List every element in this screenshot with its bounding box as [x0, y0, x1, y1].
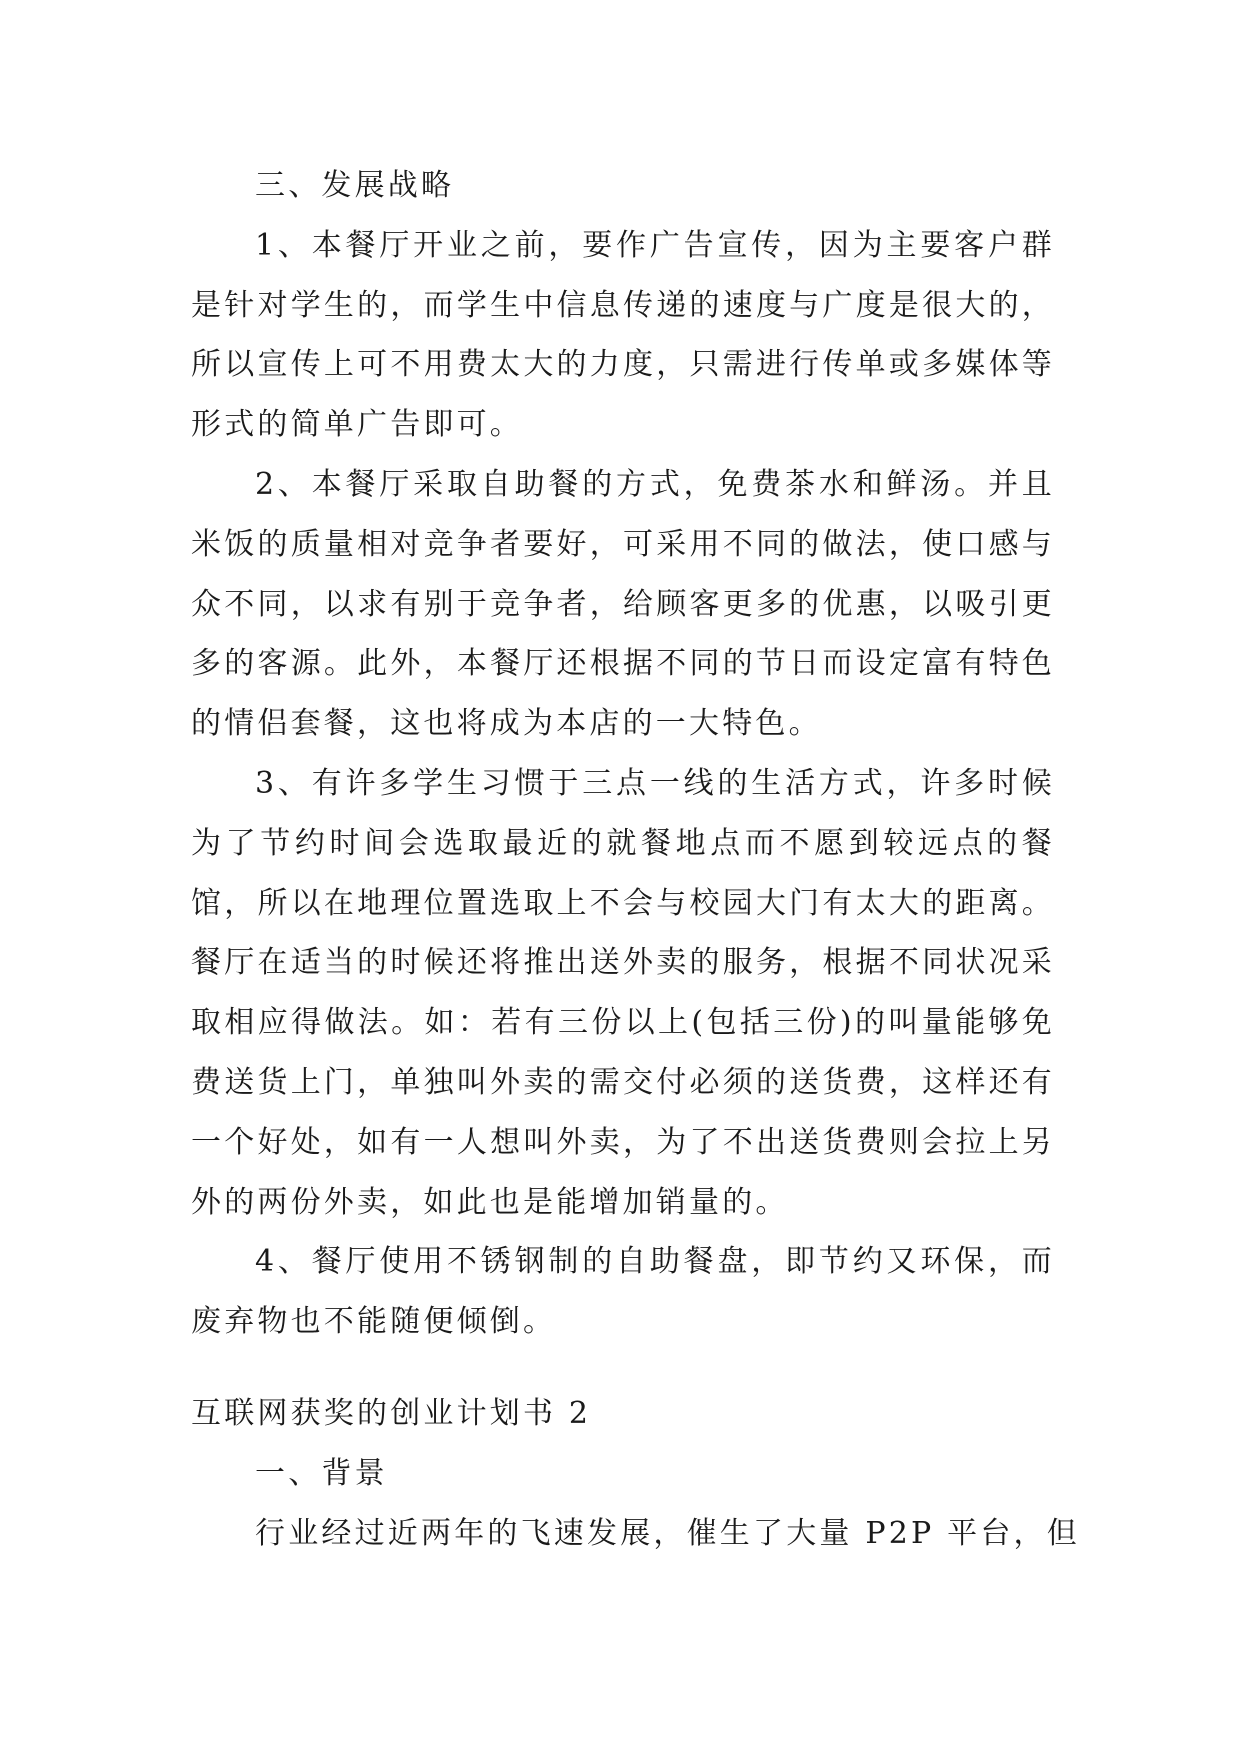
section-heading: 三、发展战略	[255, 168, 455, 203]
plan-2-section	[191, 1384, 1080, 1563]
paragraph-1: 1、本餐厅开业之前，要作广告宣传，因为主要客户群是针对学生的，而学生中信息传递的速度与广度是很大的，所以宣传上可不用费太大的力度，只需进行传单或多媒体等形式的简单广告即可。	[191, 227, 1055, 443]
paragraph-4: 4、餐厅使用不锈钢制的自助餐盘，即节约又环保，而废弃物也不能随便倾倒。	[191, 1244, 1055, 1340]
document-title: 互联网获奖的创业计划书 2	[191, 1396, 592, 1431]
paragraph-background: 行业经过近两年的飞速发展，催生了大量 P2P 平台，但	[255, 1515, 1080, 1551]
paragraph-3: 3、有许多学生习惯于三点一线的生活方式，许多时候为了节约时间会选取最近的就餐地点而不愿到较远点的餐馆，所以在地理位置选取上不会与校园大门有太大的距离。餐厅在适当的时候还将推出送外卖的服务，根据不同状况采取相应得做法。如：若有三份以上(包括三份)的叫量能够免费送货上门，单独叫外卖的需交付必须的送货费，这样还有一个好处，如有一人想叫外卖，为了不出送货费则会拉上另外的两份外卖，如此也是能增加销量的。	[191, 765, 1055, 1220]
strategy-section	[191, 156, 1055, 1352]
section-heading: 一、背景	[255, 1455, 388, 1491]
paragraph-2: 2、本餐厅采取自助餐的方式，免费茶水和鲜汤。并且米饭的质量相对竞争者要好，可采用不同的做法，使口感与众不同，以求有别于竞争者，给顾客更多的优惠，以吸引更多的客源。此外，本餐厅还根据不同的节日而设定富有特色的情侣套餐，这也将成为本店的一大特色。	[191, 466, 1055, 742]
